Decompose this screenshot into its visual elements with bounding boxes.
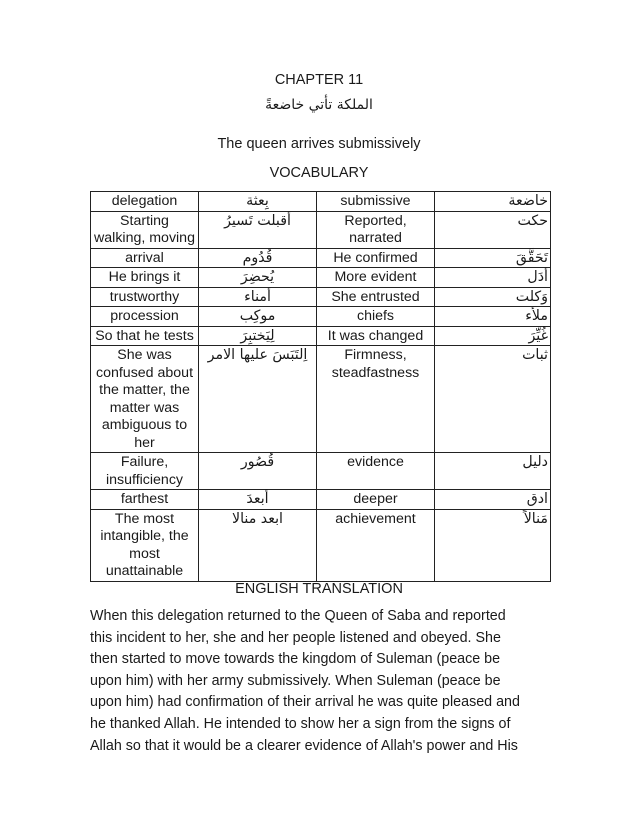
vocab-row [91, 307, 551, 327]
vocab-arabic-term: قُصُور [199, 453, 317, 490]
vocabulary-table [90, 191, 551, 582]
vocab-english-term: Firmness, steadfastness [317, 346, 435, 453]
vocab-english-term: trustworthy [91, 287, 199, 307]
vocab-english-term: evidence [317, 453, 435, 490]
vocab-arabic-term: حكت [435, 211, 551, 248]
vocab-english-term: delegation [91, 192, 199, 212]
vocab-row [91, 453, 551, 490]
vocab-english-term: farthest [91, 490, 199, 510]
vocab-english-term: He brings it [91, 268, 199, 288]
vocabulary-heading: VOCABULARY [269, 165, 369, 181]
vocab-arabic-term: بِعثة [199, 192, 317, 212]
vocab-arabic-term: أدَل [435, 268, 551, 288]
vocab-arabic-term: ابعد منالا [199, 509, 317, 581]
vocab-english-term: submissive [317, 192, 435, 212]
translation-paragraph [90, 606, 550, 757]
vocab-english-term: She entrusted [317, 287, 435, 307]
vocab-arabic-term: وَكلت [435, 287, 551, 307]
vocab-english-term: He confirmed [317, 248, 435, 268]
arabic-chapter-title: الملكة تأتي خاضعةً [265, 97, 373, 113]
vocab-arabic-term: ملأء [435, 307, 551, 327]
vocab-arabic-term: اِلتَبَسَ عليها الامر [199, 346, 317, 453]
vocab-arabic-term: موكِب [199, 307, 317, 327]
vocab-row [91, 490, 551, 510]
translation-line: upon him) with her army submissively. When Suleman (peace be [90, 672, 501, 689]
vocab-arabic-term: مَنالاً [435, 509, 551, 581]
vocab-english-term: Starting walking, moving [91, 211, 199, 248]
vocab-english-term: achievement [317, 509, 435, 581]
vocab-english-term: The most intangible, the most unattainable [91, 509, 199, 581]
vocab-arabic-term: يُحضِرَ [199, 268, 317, 288]
vocab-english-term: deeper [317, 490, 435, 510]
chapter-heading: CHAPTER 11 [274, 72, 364, 88]
vocab-arabic-term: ادق [435, 490, 551, 510]
vocab-arabic-term: أبعدَ [199, 490, 317, 510]
vocab-english-term: chiefs [317, 307, 435, 327]
vocab-row [91, 326, 551, 346]
vocab-arabic-term: أقبلت تَسيرُ [199, 211, 317, 248]
vocab-arabic-term: تَحَقَّقَ [435, 248, 551, 268]
translation-heading: ENGLISH TRANSLATION [235, 581, 403, 597]
vocab-arabic-term: قُدُوم [199, 248, 317, 268]
translation-line: upon him) had confirmation of their arrival he was quite pleased and [90, 694, 520, 711]
vocab-arabic-term: لِيَختبِرَ [199, 326, 317, 346]
vocab-arabic-term: ثبات [435, 346, 551, 453]
vocab-row [91, 192, 551, 212]
vocab-row [91, 346, 551, 453]
vocab-english-term: Reported, narrated [317, 211, 435, 248]
vocab-row [91, 287, 551, 307]
vocab-arabic-term: أمناء [199, 287, 317, 307]
translation-line: he thanked Allah. He intended to show her a sign from the signs of [90, 715, 511, 732]
vocab-english-term: arrival [91, 248, 199, 268]
vocab-english-term: Failure, insufficiency [91, 453, 199, 490]
translation-line: then started to move towards the kingdom of Suleman (peace be [90, 651, 501, 668]
vocab-english-term: She was confused about the matter, the matter was ambiguous to her [91, 346, 199, 453]
vocab-row [91, 248, 551, 268]
vocab-english-term: So that he tests [91, 326, 199, 346]
vocab-row [91, 268, 551, 288]
vocab-english-term: It was changed [317, 326, 435, 346]
vocab-english-term: More evident [317, 268, 435, 288]
vocab-arabic-term: غُيِّرَ [435, 326, 551, 346]
vocab-arabic-term: دليل [435, 453, 551, 490]
chapter-subtitle: The queen arrives submissively [217, 136, 421, 152]
vocab-english-term: procession [91, 307, 199, 327]
translation-line: this incident to her, she and her people listened and obeyed. She [90, 629, 501, 646]
vocab-row [91, 211, 551, 248]
vocab-arabic-term: خاضعة [435, 192, 551, 212]
translation-line: When this delegation returned to the Queen of Saba and reported [90, 608, 506, 624]
vocab-row [91, 509, 551, 581]
translation-line: Allah so that it would be a clearer evidence of Allah's power and His [90, 737, 518, 754]
